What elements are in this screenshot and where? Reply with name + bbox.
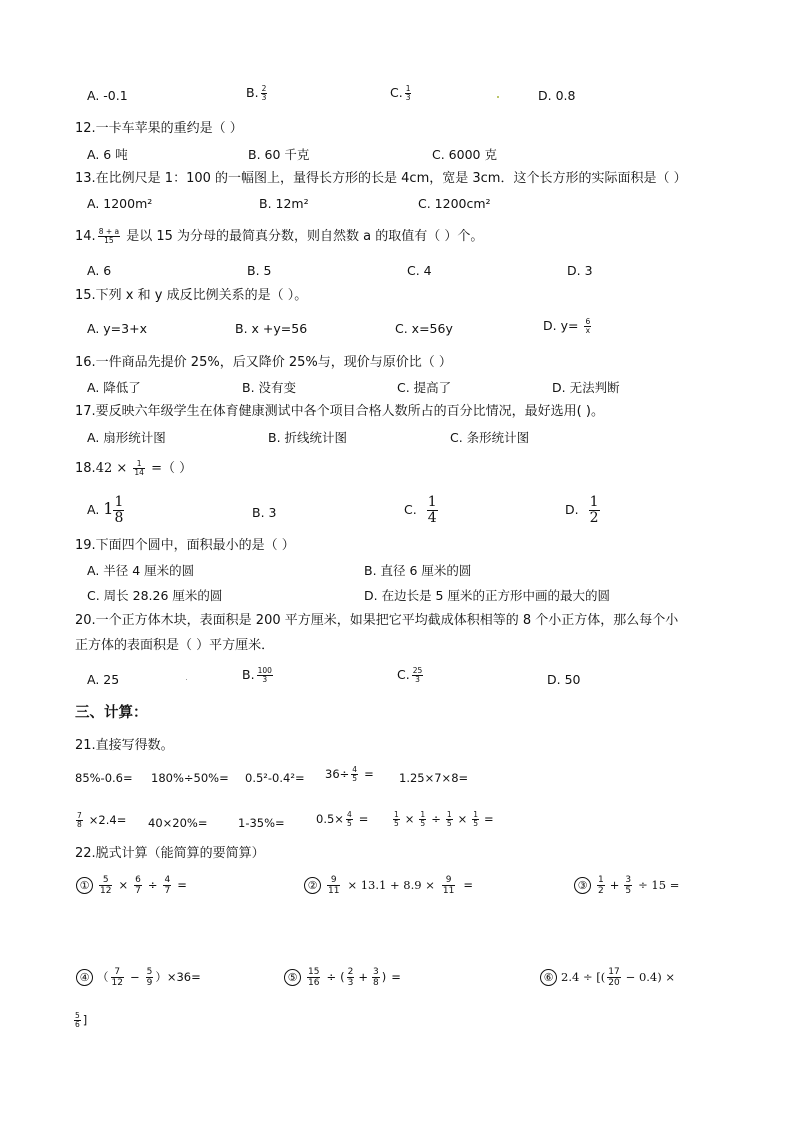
q20-option-c [397,667,425,684]
q22-expr-4 [76,967,201,988]
q19-stem: 19.下面四个圆中，面积最小的是（ ） [75,538,295,553]
numerator: 1 [598,875,604,885]
option-label: C. [390,85,403,100]
denominator: 3 [415,675,420,684]
q21-item-7: 40×20%= [148,816,208,830]
q21-item-10 [391,811,494,828]
q20-option-d: D. 50 [547,672,581,687]
numerator: 1 [394,810,399,819]
q18-stem [75,460,192,477]
question-number: 18. [75,461,96,476]
fraction [257,667,273,684]
fraction [584,318,591,335]
denominator: 5 [473,819,479,828]
numerator: 6 [585,317,591,326]
denominator: 7 [135,886,141,896]
expression: 0.5× [316,812,344,826]
q13-option-c: C. 1200cm² [418,196,491,211]
q21-item-6 [74,812,126,829]
circled-number: ⑥ [540,969,557,986]
q19-option-b: B. 直径 6 厘米的圆 [364,563,472,578]
equals-sign: = [463,878,473,892]
numerator: 7 [111,967,124,978]
section-heading: 三、计算： [75,705,148,721]
fraction [589,495,600,526]
q15-option-a: A. y=3+x [87,321,147,336]
mixed-number-whole: 1 [103,499,114,518]
numerator: 4 [352,765,358,774]
operator: × [457,812,468,826]
option-label: D. [565,502,579,517]
q13-stem: 13.在比例尺是 1：100 的一幅图上，量得长方形的长是 4cm，宽是 3cm．这个长方形的实际面积是（ ） [75,171,687,186]
numerator: 2 [261,84,267,93]
fraction [111,967,124,988]
q21-item-5: 1.25×7×8= [399,771,469,785]
fraction [427,495,438,526]
fraction [134,875,142,896]
denominator: 8 [114,510,124,526]
numerator: 3 [372,967,379,977]
operator: − [129,970,140,984]
fraction [372,967,380,988]
numerator: 1 [589,494,599,510]
numerator: 25 [412,666,423,675]
fraction [446,811,453,828]
numerator: 1 [114,494,124,510]
denominator: 8 [372,978,379,988]
q21-item-9 [316,811,368,828]
q14-option-b: B. 5 [247,263,272,278]
expression: ×2.4= [88,813,127,827]
circled-number: ① [76,877,93,894]
denominator: 6 [75,1020,80,1029]
fraction [146,967,154,988]
q21-item-2: 180%÷50%= [151,771,229,785]
numerator: 1 [427,494,437,510]
option-label: B. [246,85,259,100]
q20-stem-line1: 20.一个正方体木块，表面积是 200 平方厘米，如果把它平均截成体积相等的 8 个小正方体，那么每个小 [75,613,679,628]
q14-option-c: C. 4 [407,263,432,278]
numerator: 3 [625,875,632,885]
numerator: 17 [608,967,620,977]
fraction [442,875,455,896]
q19-option-d: D. 在边长是 5 厘米的正方形中画的最大的圆 [364,588,610,603]
numerator: 100 [257,666,272,675]
q17-option-a: A. 扇形统计图 [87,430,166,445]
denominator: 12 [100,886,112,896]
operator: × [118,878,129,892]
q20-stem-line2: 正方体的表面积是（ ）平方厘米． [75,638,275,653]
fraction [351,766,358,783]
denominator: 20 [608,978,620,988]
denominator: 7 [164,886,171,896]
numerator: 1 [420,810,426,819]
q19-option-c: C. 周长 28.26 厘米的圆 [87,588,223,603]
denominator: 8 [77,820,82,829]
fraction [419,811,426,828]
close-bracket: ] [82,1013,88,1027]
fraction [261,85,268,102]
denominator: 5 [346,819,352,828]
denominator: 5 [420,819,426,828]
denominator: 4 [427,510,437,526]
fraction [347,967,355,988]
operator: + [358,970,368,984]
open-paren: ( [340,970,345,984]
circled-number: ④ [76,969,93,986]
q14-option-a: A. 6 [87,263,112,278]
numerator: 1 [405,84,411,93]
denominator: 3 [405,93,411,102]
numerator: 5 [75,1011,80,1020]
fraction [607,967,620,988]
equals-sign: = [364,767,374,781]
q15-option-d [543,318,593,335]
numerator: 4 [346,810,352,819]
fraction [472,811,479,828]
speck-mark [186,679,187,680]
q16-option-b: B. 没有变 [242,380,297,395]
numerator: 1 [133,460,145,469]
equals-sign: = [177,878,187,892]
numerator: 9 [442,875,455,886]
q13-option-b: B. 12m² [259,196,309,211]
q22-expr-5 [284,967,401,988]
q22-expr-2 [304,875,473,896]
open-paren: （ [97,970,109,984]
circled-number: ③ [574,877,591,894]
q15-option-b: B. x +y=56 [235,321,308,336]
speck-mark [497,96,499,98]
circled-number: ② [304,877,321,894]
q22-expr-6-continuation [74,1012,87,1029]
q22-expr-1 [76,875,187,896]
q16-option-a: A. 降低了 [87,380,141,395]
expression: × 13.1 + 8.9 × [347,878,435,892]
denominator: 2 [589,510,599,526]
numerator: 7 [77,811,82,820]
q11-option-a: A. -0.1 [87,88,128,103]
q18-option-a [87,495,126,526]
numerator: 1 [446,810,452,819]
q12-option-c: C. 6000 克 [432,147,497,162]
denominator: 2 [598,886,604,896]
fraction [597,875,605,896]
denominator: 5 [446,819,452,828]
q12-option-b: B. 60 千克 [248,147,310,162]
numerator: 8 + a [98,227,120,236]
q12-option-a: A. 6 吨 [87,147,128,162]
fraction [346,811,353,828]
fraction [113,495,124,526]
q20-option-b [242,667,275,684]
q14-option-d: D. 3 [567,263,593,278]
q22-expr-6 [540,967,675,988]
question-number: 14. [75,229,96,244]
q13-option-a: A. 1200m² [87,196,153,211]
option-label: D. y= [543,318,579,333]
equals-sign: = [484,812,494,826]
q15-option-c: C. x=56y [395,321,453,336]
denominator: 3 [261,93,267,102]
q18-option-d [565,495,602,526]
denominator: 12 [111,978,123,988]
close-paren: ）×36= [155,970,201,984]
numerator: 4 [164,875,171,885]
fraction [412,667,424,684]
q21-item-3: 0.5²-0.4²= [245,771,305,785]
q18-option-b: B. 3 [252,505,277,520]
q19-option-a: A. 半径 4 厘米的圆 [87,563,195,578]
q11-option-d: D. 0.8 [538,88,576,103]
fraction [307,967,320,988]
denominator: 5 [394,819,399,828]
option-label: A. [87,502,100,517]
operator: × [404,812,415,826]
denominator: 14 [134,468,144,477]
denominator: 5 [352,774,358,783]
q22-expr-3 [574,875,679,896]
q16-option-c: C. 提高了 [397,380,452,395]
numerator: 2 [347,967,354,977]
circled-number: ⑤ [284,969,301,986]
q20-option-a: A. 25 [87,672,120,687]
q17-stem: 17.要反映六年级学生在体育健康测试中各个项目合格人数所占的百分比情况，最好选用( )。 [75,404,604,419]
fraction [74,1012,81,1029]
q17-option-c: C. 条形统计图 [450,430,530,445]
operator: ÷ [147,878,158,892]
question-text: 是以 15 为分母的最简真分数，则自然数 a 的取值有（ ）个。 [122,229,484,244]
q16-option-d: D. 无法判断 [552,380,620,395]
denominator: 11 [442,886,455,896]
fraction [99,875,112,896]
q18-option-c [404,495,440,526]
fraction [76,812,83,829]
numerator: 5 [146,967,153,977]
numerator: 15 [308,967,320,977]
expression: ÷ 15 = [638,878,680,892]
denominator: 9 [146,978,153,988]
q21-item-8: 1-35%= [238,816,285,830]
q14-stem [75,228,483,245]
close-paren: ) [381,970,387,984]
expression: 36÷ [325,767,350,781]
fraction [98,228,120,245]
q15-stem: 15.下列 x 和 y 成反比例关系的是（ ）。 [75,288,308,303]
fraction [405,85,412,102]
numerator: 5 [99,875,112,886]
q11-option-b [246,85,269,102]
q22-stem: 22.脱式计算（能简算的要简算） [75,846,265,861]
numerator: 9 [327,875,340,886]
q21-stem: 21.直接写得数。 [75,738,174,753]
expression: 2.4 ÷ [( [561,970,606,984]
fraction [133,460,145,477]
operator: ÷ [431,812,441,826]
denominator: 3 [262,675,268,684]
fraction [624,875,632,896]
q21-item-4 [325,766,374,783]
q12-stem: 12.一卡车苹果的重约是（ ） [75,121,243,136]
q17-option-b: B. 折线统计图 [268,430,348,445]
q11-option-c [390,85,413,102]
numerator: 1 [473,810,479,819]
denominator: 5 [625,886,632,896]
fraction [163,875,171,896]
numerator: 6 [135,875,141,885]
equals-sign: = [391,970,401,984]
denominator: 3 [347,978,354,988]
q21-item-1: 85%-0.6= [75,771,133,785]
denominator: x [585,326,591,335]
expression: =（ ） [146,461,193,476]
option-label: C. [397,667,410,682]
expression: 42 × [95,461,132,476]
denominator: 16 [308,978,320,988]
option-label: B. [242,667,255,682]
expression: − 0.4) × [625,970,676,984]
option-label: C. [404,502,417,517]
operator: ÷ [326,970,337,984]
q16-stem: 16.一件商品先提价 25%，后又降价 25%与，现价与原价比（ ） [75,355,452,370]
denominator: 11 [328,886,340,896]
equals-sign: = [358,812,369,826]
operator: + [609,878,620,892]
fraction [327,875,340,896]
fraction [393,811,400,828]
denominator: 15 [104,236,114,245]
